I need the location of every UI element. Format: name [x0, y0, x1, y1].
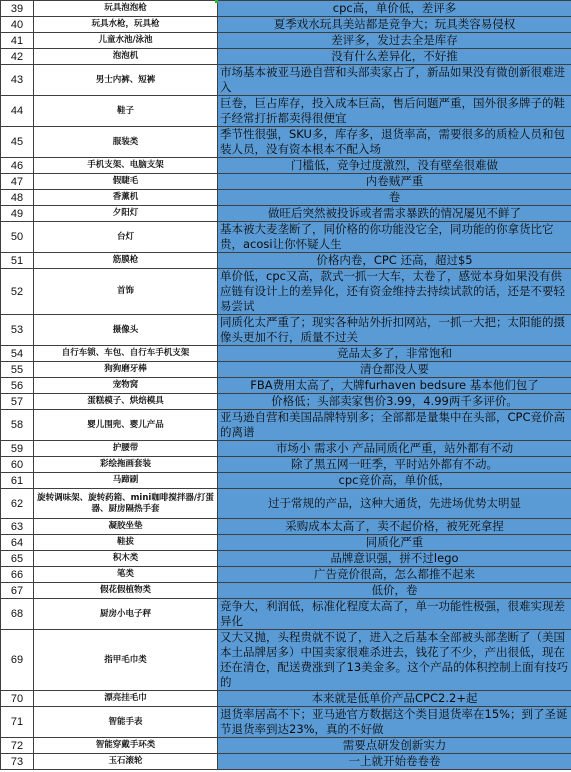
row-number-cell[interactable]: 46: [1, 158, 34, 174]
reason-cell[interactable]: 低价，卷: [218, 583, 571, 599]
reason-cell[interactable]: 巨卷，巨占库存，投入成本巨高，售后问题严重，国外很多牌子的鞋子经常打折都卖得很便宜: [218, 96, 571, 127]
table-row: [1, 630, 571, 691]
category-cell[interactable]: 儿童水池/泳池: [34, 33, 218, 49]
table-row: [1, 394, 571, 410]
table-row: [1, 362, 571, 378]
table-row: [1, 535, 571, 551]
reason-cell[interactable]: 采购成本太高了，卖不起价格，被死死拿捏: [218, 519, 571, 535]
reason-cell[interactable]: 清仓都没人要: [218, 362, 571, 378]
reason-cell[interactable]: cpc竞价高，单价低，: [218, 473, 571, 489]
table-row: [1, 457, 571, 473]
table-row: [1, 519, 571, 535]
table-row: [1, 158, 571, 174]
table-row: [1, 190, 571, 206]
category-cell[interactable]: 马蹄刷: [34, 473, 218, 489]
reason-cell[interactable]: FBA费用太高了，大牌furhaven bedsure 基本他们包了: [218, 378, 571, 394]
category-cell[interactable]: 台灯: [34, 222, 218, 253]
table-row: [1, 206, 571, 222]
row-number-cell[interactable]: 58: [1, 410, 34, 441]
row-number-cell[interactable]: 47: [1, 174, 34, 190]
row-number-cell[interactable]: 53: [1, 315, 34, 346]
table-row: [1, 707, 571, 738]
category-cell[interactable]: 彩绘拖画套装: [34, 457, 218, 473]
category-cell[interactable]: 摄像头: [34, 315, 218, 346]
reason-cell[interactable]: 竞争大，利润低，标准化程度太高了，单一功能性极强，很难实现差异化: [218, 599, 571, 630]
row-number-cell[interactable]: 48: [1, 190, 34, 206]
row-number-cell[interactable]: 40: [1, 17, 34, 33]
reason-cell[interactable]: 基本被大麦垄断了，同价格的你功能没它全，同功能的你拿货比它贵，acosi让你怀疑人生: [218, 222, 571, 253]
row-number-cell[interactable]: 63: [1, 519, 34, 535]
table-row: [1, 754, 571, 770]
table-row: [1, 567, 571, 583]
category-cell[interactable]: 服装类: [34, 127, 218, 158]
category-cell[interactable]: 宠物窝: [34, 378, 218, 394]
table-row: [1, 410, 571, 441]
row-number-cell[interactable]: 62: [1, 489, 34, 519]
reason-cell[interactable]: 市场基本被亚马逊自营和头部卖家占了，新品如果没有微创新很难进入: [218, 65, 571, 96]
category-cell[interactable]: 智能手表: [34, 707, 218, 738]
row-number-cell[interactable]: 73: [1, 754, 34, 770]
reason-cell[interactable]: 退货率居高不下；亚马逊官方数据这个类目退货率在15%；到了圣诞节退货率到达23%，真的不好做: [218, 707, 571, 738]
category-cell[interactable]: 旋转调味架、旋转药箱、mini咖啡搅拌器/打蛋器、厨房隔热手套: [34, 489, 218, 519]
row-number-cell[interactable]: 66: [1, 567, 34, 583]
table-row: [1, 269, 571, 315]
category-cell[interactable]: 自行车锁、车包、自行车手机支架: [34, 346, 218, 362]
category-cell[interactable]: 鞋拔: [34, 535, 218, 551]
row-number-cell[interactable]: 61: [1, 473, 34, 489]
reason-cell[interactable]: 季节性很强，SKU多，库存多，退货率高，需要很多的质检人员和包装人员，没有资本根本不配入场: [218, 127, 571, 158]
table-row: [1, 174, 571, 190]
row-number-cell[interactable]: 45: [1, 127, 34, 158]
category-cell[interactable]: 智能穿戴手环类: [34, 738, 218, 754]
spreadsheet-body: [1, 1, 571, 770]
row-number-cell[interactable]: 60: [1, 457, 34, 473]
row-number-cell[interactable]: 64: [1, 535, 34, 551]
category-cell[interactable]: 蛋糕模子、烘焙模具: [34, 394, 218, 410]
table-row: [1, 17, 571, 33]
table-row: [1, 378, 571, 394]
category-cell[interactable]: 香薰机: [34, 190, 218, 206]
row-number-cell[interactable]: 51: [1, 253, 34, 269]
row-number-cell[interactable]: 70: [1, 691, 34, 707]
table-row: [1, 315, 571, 346]
category-cell[interactable]: 假睫毛: [34, 174, 218, 190]
category-cell[interactable]: 玩具水枪，玩具枪: [34, 17, 218, 33]
category-cell[interactable]: 男士内裤、短裤: [34, 65, 218, 96]
table-row: [1, 489, 571, 519]
row-number-cell[interactable]: 68: [1, 599, 34, 630]
category-cell[interactable]: 笔类: [34, 567, 218, 583]
reason-cell[interactable]: 又大又抛，头程贵就不说了，进入之后基本全部被头部垄断了（美国本土品牌居多）中国卖家很难杀进去，钱花了不少，产出很低，现在还在清仓，配送费涨到了13美金多。这个产品的体积控制上面有技巧的: [218, 630, 571, 691]
table-row: [1, 738, 571, 754]
table-row: [1, 473, 571, 489]
reason-cell[interactable]: cpc高，单价低，差评多: [218, 1, 571, 17]
reason-cell[interactable]: 除了黑五网一旺季，平时站外都有不动。: [218, 457, 571, 473]
reason-cell[interactable]: 广告竞价很高，怎么都推不起来: [218, 567, 571, 583]
category-cell[interactable]: 泡泡机: [34, 49, 218, 65]
table-row: [1, 583, 571, 599]
row-number-cell[interactable]: 71: [1, 707, 34, 738]
reason-cell[interactable]: 单价低，cpc又高，款式一抓一大车，太卷了，感觉本身如果没有供应链有设计上的差异化，还有资金维持去持续试款的话，还是不要轻易尝试: [218, 269, 571, 315]
row-number-cell[interactable]: 55: [1, 362, 34, 378]
category-cell[interactable]: 积木类: [34, 551, 218, 567]
reason-cell[interactable]: 市场小 需求小 产品同质化严重，站外都有不动: [218, 441, 571, 457]
row-number-cell[interactable]: 65: [1, 551, 34, 567]
reason-cell[interactable]: 需要点研发创新实力: [218, 738, 571, 754]
reason-cell[interactable]: 夏季戏水玩具美站都是竞争大；玩具类容易侵权: [218, 17, 571, 33]
category-cell[interactable]: 假花假植物类: [34, 583, 218, 599]
category-cell[interactable]: 厨房小电子秤: [34, 599, 218, 630]
category-cell[interactable]: 婴儿围兜、婴儿产品: [34, 410, 218, 441]
row-number-cell[interactable]: 72: [1, 738, 34, 754]
row-number-cell[interactable]: 42: [1, 49, 34, 65]
table-row: [1, 691, 571, 707]
table-row: [1, 253, 571, 269]
reason-cell[interactable]: 过于常规的产品，这种大通货，先进场优势太明显: [218, 489, 571, 519]
table-row: [1, 222, 571, 253]
row-number-cell[interactable]: 43: [1, 65, 34, 96]
category-cell[interactable]: 狗狗磨牙棒: [34, 362, 218, 378]
table-row: [1, 65, 571, 96]
reason-cell[interactable]: 品牌意识强，拼不过lego: [218, 551, 571, 567]
table-row: [1, 33, 571, 49]
category-cell[interactable]: 指甲毛巾类: [34, 630, 218, 691]
row-number-cell[interactable]: 59: [1, 441, 34, 457]
reason-cell[interactable]: 一上就开始卷卷卷: [218, 754, 571, 770]
table-row: [1, 96, 571, 127]
category-cell[interactable]: 鞋子: [34, 96, 218, 127]
reason-cell[interactable]: 本来就是低单价产品CPC2.2+起: [218, 691, 571, 707]
category-cell[interactable]: 首饰: [34, 269, 218, 315]
category-cell[interactable]: 手机支架、电脑支架: [34, 158, 218, 174]
row-number-cell[interactable]: 41: [1, 33, 34, 49]
row-number-cell[interactable]: 69: [1, 630, 34, 691]
category-cell[interactable]: 护腰带: [34, 441, 218, 457]
reason-cell[interactable]: 没有什么差异化，不好推: [218, 49, 571, 65]
row-number-cell[interactable]: 49: [1, 206, 34, 222]
row-number-cell[interactable]: 39: [1, 1, 34, 17]
category-cell[interactable]: 筋膜枪: [34, 253, 218, 269]
reason-cell[interactable]: 竞品太多了，非常饱和: [218, 346, 571, 362]
reason-cell[interactable]: 价格低；头部卖家售价3.99，4.99两千多评价。: [218, 394, 571, 410]
row-number-cell[interactable]: 54: [1, 346, 34, 362]
reason-cell[interactable]: 门槛低，竞争过度激烈，没有壁垒很难做: [218, 158, 571, 174]
row-number-cell[interactable]: 67: [1, 583, 34, 599]
reason-cell[interactable]: 亚马逊自营和美国品牌特别多；全部都是量集中在头部，CPC竞价高的离谱: [218, 410, 571, 441]
row-number-cell[interactable]: 52: [1, 269, 34, 315]
category-cell[interactable]: 夕阳灯: [34, 206, 218, 222]
table-row: [1, 1, 571, 17]
category-cell[interactable]: 漂亮挂毛巾: [34, 691, 218, 707]
table-row: [1, 551, 571, 567]
cell-corner-marker: [215, 0, 218, 3]
table-row: [1, 441, 571, 457]
table-row: [1, 127, 571, 158]
table-row: [1, 346, 571, 362]
table-row: [1, 49, 571, 65]
row-number-cell[interactable]: 50: [1, 222, 34, 253]
category-cell[interactable]: 玩具泡泡枪: [34, 1, 218, 17]
reason-cell[interactable]: 做旺后突然被投诉或者需求暴跌的情况屡见不鲜了: [218, 206, 571, 222]
reason-cell[interactable]: 差评多，发过去全是库存: [218, 33, 571, 49]
category-cell[interactable]: 凝胶坐垫: [34, 519, 218, 535]
row-number-cell[interactable]: 44: [1, 96, 34, 127]
reason-cell[interactable]: 内卷贼严重: [218, 174, 571, 190]
reason-cell[interactable]: 同质化严重: [218, 535, 571, 551]
row-number-cell[interactable]: 56: [1, 378, 34, 394]
table-row: [1, 599, 571, 630]
category-cell[interactable]: 玉石滚轮: [34, 754, 218, 770]
reason-cell[interactable]: 同质化太严重了；现实各种站外折扣网站，一抓一大把；太阳能的摄像头更加不行，质量不过关: [218, 315, 571, 346]
row-number-cell[interactable]: 57: [1, 394, 34, 410]
reason-cell[interactable]: 价格内卷，CPC 还高，超过$5: [218, 253, 571, 269]
reason-cell[interactable]: 卷: [218, 190, 571, 206]
